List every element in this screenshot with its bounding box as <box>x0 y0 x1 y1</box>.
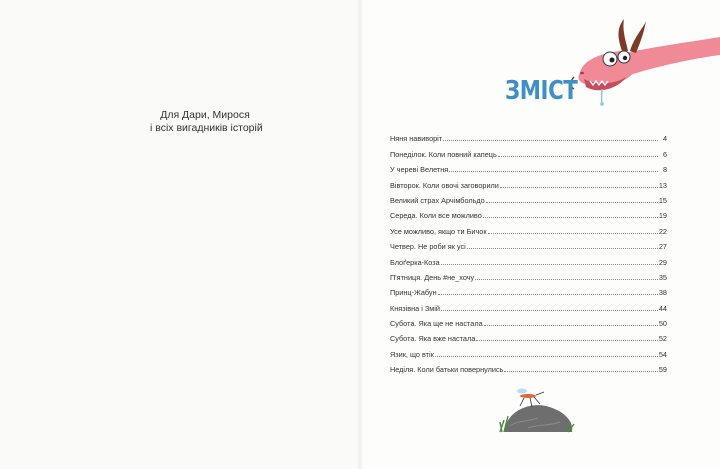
contents-title: ЗМІСТ <box>505 76 578 106</box>
toc-entry-title: Язик, що втік <box>390 349 434 359</box>
toc-entry-page: 50 <box>658 319 667 329</box>
mosquito-wing <box>517 389 527 394</box>
toc-entry <box>390 297 667 312</box>
toc-entry <box>390 128 667 143</box>
toc-dot-leader <box>475 278 658 280</box>
toc-dot-leader <box>500 186 658 188</box>
toc-entry-page: 44 <box>658 303 667 313</box>
toc-dot-leader <box>467 247 658 249</box>
toc-entry <box>390 236 667 251</box>
toc-entry-page: 54 <box>658 349 667 359</box>
toc-entry-page: 35 <box>658 272 667 282</box>
toc-entry-page: 29 <box>658 257 667 267</box>
toc-entry <box>390 251 667 266</box>
toc-dot-leader <box>441 309 658 311</box>
toc-entry-page: 22 <box>658 226 667 236</box>
toc-entry <box>390 174 667 189</box>
toc-entry <box>390 267 667 282</box>
table-of-contents <box>390 128 667 374</box>
toc-entry-page: 38 <box>658 288 667 298</box>
toc-dot-leader <box>486 201 658 203</box>
toc-dot-leader <box>441 263 658 265</box>
toc-entry-page: 13 <box>658 180 667 190</box>
toc-entry-title: Четвер. Не роби як усі <box>390 242 466 252</box>
toc-entry <box>390 220 667 235</box>
toc-entry-title: У череві Велетня <box>390 165 449 175</box>
toc-entry-title: Понеділок. Коли повний капець <box>390 149 497 159</box>
toc-entry-title: Принц-Жабун <box>390 288 437 298</box>
toc-entry <box>390 143 667 158</box>
dedication-line-2: і всіх вигадників історій <box>150 122 263 134</box>
toc-dot-leader <box>476 339 658 341</box>
toc-dot-leader <box>498 155 658 157</box>
toc-entry-page: 59 <box>658 365 667 375</box>
toc-entry-title: Субота. Яка вже настала <box>390 334 476 344</box>
toc-entry-title: П'ятниця. День #не_хочу <box>390 272 475 282</box>
mosquito <box>520 394 536 398</box>
goat-illustration <box>560 15 720 110</box>
toc-entry-title: Няня навиворіт <box>390 134 443 144</box>
toc-entry-title: Субота. Яка ще не настала <box>390 319 483 329</box>
toc-entry-title: Блоґерка-Коза <box>390 257 440 267</box>
dedication <box>150 109 263 135</box>
toc-entry-page: 4 <box>662 134 667 144</box>
toc-entry <box>390 190 667 205</box>
rock-illustration <box>498 386 578 436</box>
toc-entry <box>390 343 667 358</box>
toc-entry <box>390 313 667 328</box>
toc-entry-page: 52 <box>658 334 667 344</box>
toc-entry-page: 6 <box>662 149 667 159</box>
toc-dot-leader <box>443 139 658 141</box>
toc-entry-title: Середа. Коли все можливо <box>390 211 482 221</box>
toc-entry-page: 19 <box>658 211 667 221</box>
toc-dot-leader <box>435 355 658 357</box>
toc-dot-leader <box>488 232 658 234</box>
goat-horn-left <box>619 19 629 51</box>
toc-entry <box>390 205 667 220</box>
toc-entry <box>390 282 667 297</box>
goat-horn-right <box>630 21 646 53</box>
toc-dot-leader <box>438 293 658 295</box>
toc-entry-page: 27 <box>658 242 667 252</box>
toc-entry <box>390 159 667 174</box>
toc-entry <box>390 359 667 374</box>
toc-entry-page: 15 <box>658 195 667 205</box>
toc-entry-page: 8 <box>662 165 667 175</box>
toc-entry-title: Князівна і Змій <box>390 303 440 313</box>
toc-dot-leader <box>504 370 657 372</box>
toc-entry-title: Неділя. Коли батьки повернулись <box>390 365 504 375</box>
book-gutter <box>357 0 363 469</box>
toc-dot-leader <box>484 324 658 326</box>
toc-entry-title: Усе можливо, якщо ти Бичок <box>390 226 487 236</box>
dedication-line-1: Для Дари, Мирося <box>160 109 250 121</box>
toc-dot-leader <box>449 170 658 172</box>
toc-entry-title: Вівторок. Коли овочі заговорили <box>390 180 499 190</box>
goat-drool-drop <box>600 102 604 106</box>
toc-dot-leader <box>483 216 658 218</box>
rock <box>504 405 572 432</box>
toc-entry <box>390 328 667 343</box>
toc-entry-title: Великий страх Арчімбольдо <box>390 195 485 205</box>
